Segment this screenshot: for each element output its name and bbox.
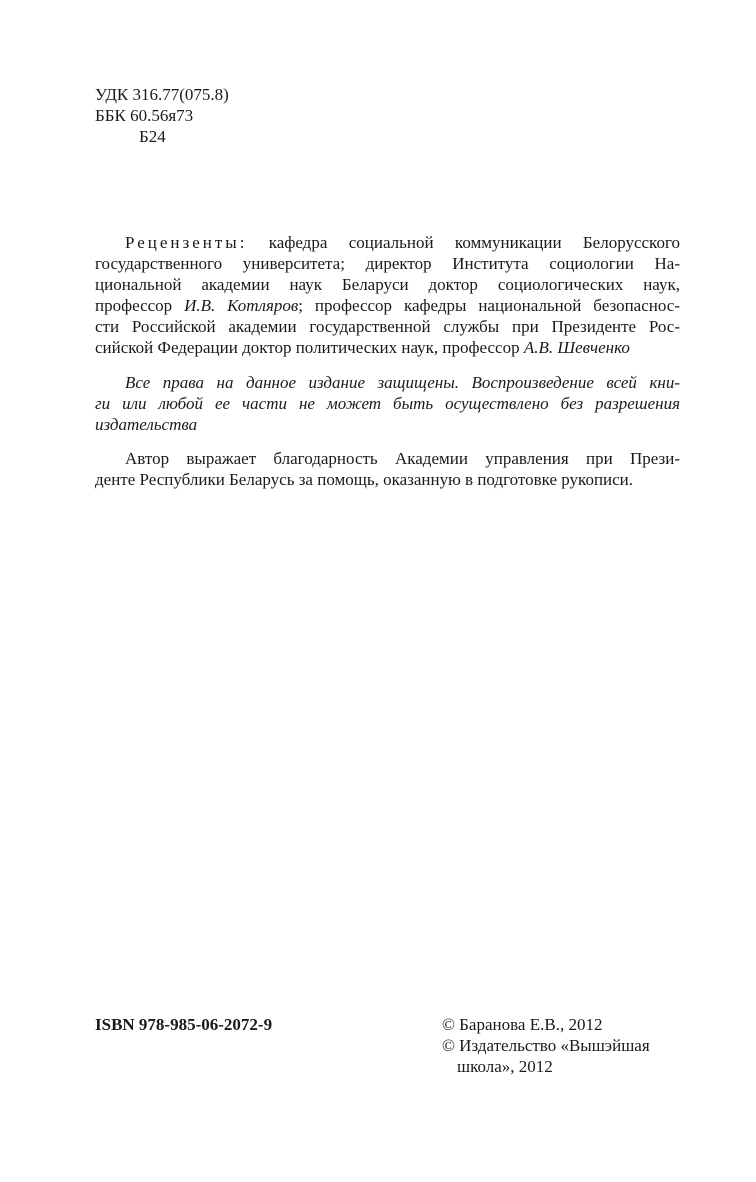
udk-code: УДК 316.77(075.8) bbox=[95, 85, 229, 104]
reviewers-label: Рецензенты: bbox=[125, 233, 248, 252]
reviewers-line-1: Рецензенты: кафедра социальной коммуникации Белорусского bbox=[125, 233, 680, 252]
reviewer-name-1: И.В. Котляров bbox=[184, 296, 299, 315]
bbk-code: ББК 60.56я73 bbox=[95, 106, 194, 125]
reviewers-line-2: государственного университета; директор Института социологии На- bbox=[95, 254, 680, 273]
reviewers-paragraph bbox=[95, 232, 680, 358]
reviewers-line-3: циональной академии наук Беларуси доктор социологических наук, bbox=[95, 275, 680, 294]
copyright-author: © Баранова Е.В., 2012 bbox=[442, 1015, 603, 1034]
reviewer-name-2: А.В. Шевченко bbox=[523, 338, 630, 357]
copyright-publisher: © Издательство «Вышэйшая bbox=[442, 1036, 650, 1055]
reviewers-line-6: сийской Федерации доктор политических наук, профессор А.В. Шевченко bbox=[95, 338, 630, 357]
thanks-line-2: денте Республики Беларусь за помощь, оказанную в подготовке рукописи. bbox=[95, 470, 634, 489]
rights-line-3: издательства bbox=[95, 415, 198, 434]
rights-line-1: Все права на данное издание защищены. Воспроизведение всей кни- bbox=[125, 373, 680, 392]
thanks-line-1: Автор выражает благодарность Академии управления при Прези- bbox=[125, 449, 680, 468]
rights-notice bbox=[95, 372, 680, 435]
classification-codes bbox=[95, 84, 229, 147]
acknowledgement-paragraph bbox=[95, 448, 680, 490]
author-mark-code: Б24 bbox=[139, 127, 166, 146]
reviewers-line-4: профессор И.В. Котляров; профессор кафедры национальной безопаснос- bbox=[95, 296, 680, 315]
isbn-number: ISBN 978-985-06-2072-9 bbox=[95, 1015, 273, 1034]
copyright-publisher-cont: школа», 2012 bbox=[457, 1057, 553, 1076]
rights-line-2: ги или любой ее части не может быть осуществлено без разрешения bbox=[95, 394, 680, 413]
copyright-block bbox=[442, 1014, 682, 1077]
reviewers-line-5: сти Российской академии государственной службы при Президенте Рос- bbox=[95, 317, 680, 336]
